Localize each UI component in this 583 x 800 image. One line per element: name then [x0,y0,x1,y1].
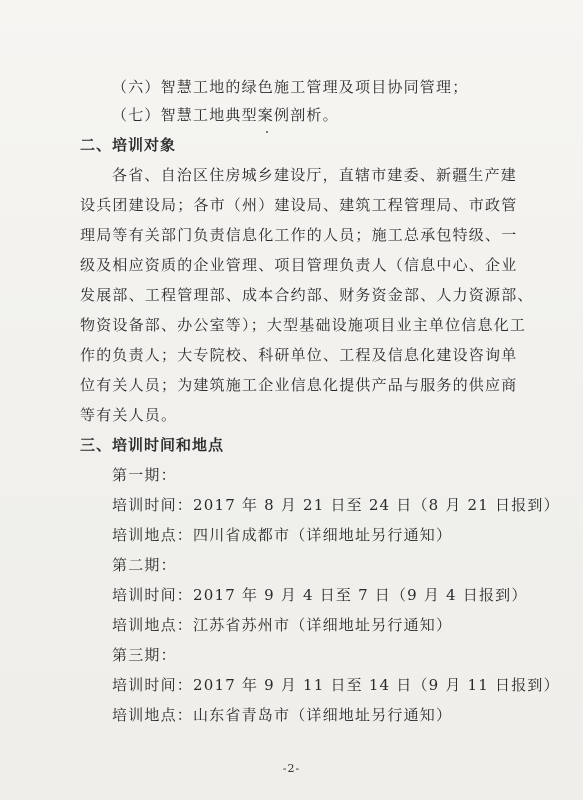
session-time: 培训时间：2017 年 9 月 11 日至 14 日（9 月 11 日报到） [112,676,560,694]
section-two-line: 设兵团建设局；各市（州）建设局、建筑工程管理局、市政管 [80,196,518,214]
session-label: 第三期： [112,646,177,664]
section-two-line: 物资设备部、办公室等）；大型基础设施项目业主单位信息化工 [80,316,527,334]
session-place: 培训地点：江苏省苏州市（详细地址另行通知） [112,616,453,634]
section-two-heading: 二、培训对象 [80,136,177,154]
section-two-line: 位有关人员；为建筑施工企业信息化提供产品与服务的供应商 [80,376,518,394]
section-two-line: 发展部、工程管理部、成本合约部、财务资金部、人力资源部、 [80,286,534,304]
section-two-line: 级及相应资质的企业管理、项目管理负责人（信息中心、企业 [80,256,518,274]
section-two-line: 作的负责人；大专院校、科研单位、工程及信息化建设咨询单 [80,346,518,364]
session-place: 培训地点：山东省青岛市（详细地址另行通知） [112,706,453,724]
item-seven: （七）智慧工地典型案例剖析。 [112,106,339,124]
page-number: -2- [282,762,301,775]
section-three-heading: 三、培训时间和地点 [80,436,225,454]
section-two-line: 理局等有关部门负责信息化工作的人员；施工总承包特级、一 [80,226,518,244]
section-two-line: 各省、自治区住房城乡建设厅，直辖市建委、新疆生产建 [112,166,518,184]
session-label: 第一期： [112,466,177,484]
section-two-line: 等有关人员。 [80,406,178,424]
session-place: 培训地点：四川省成都市（详细地址另行通知） [112,526,453,544]
session-label: 第二期： [112,556,177,574]
scan-speck [266,131,268,133]
session-time: 培训时间：2017 年 9 月 4 日至 7 日（9 月 4 日报到） [112,586,528,604]
session-time: 培训时间：2017 年 8 月 21 日至 24 日（8 月 21 日报到） [112,496,560,514]
item-six: （六）智慧工地的绿色施工管理及项目协同管理； [112,78,469,96]
